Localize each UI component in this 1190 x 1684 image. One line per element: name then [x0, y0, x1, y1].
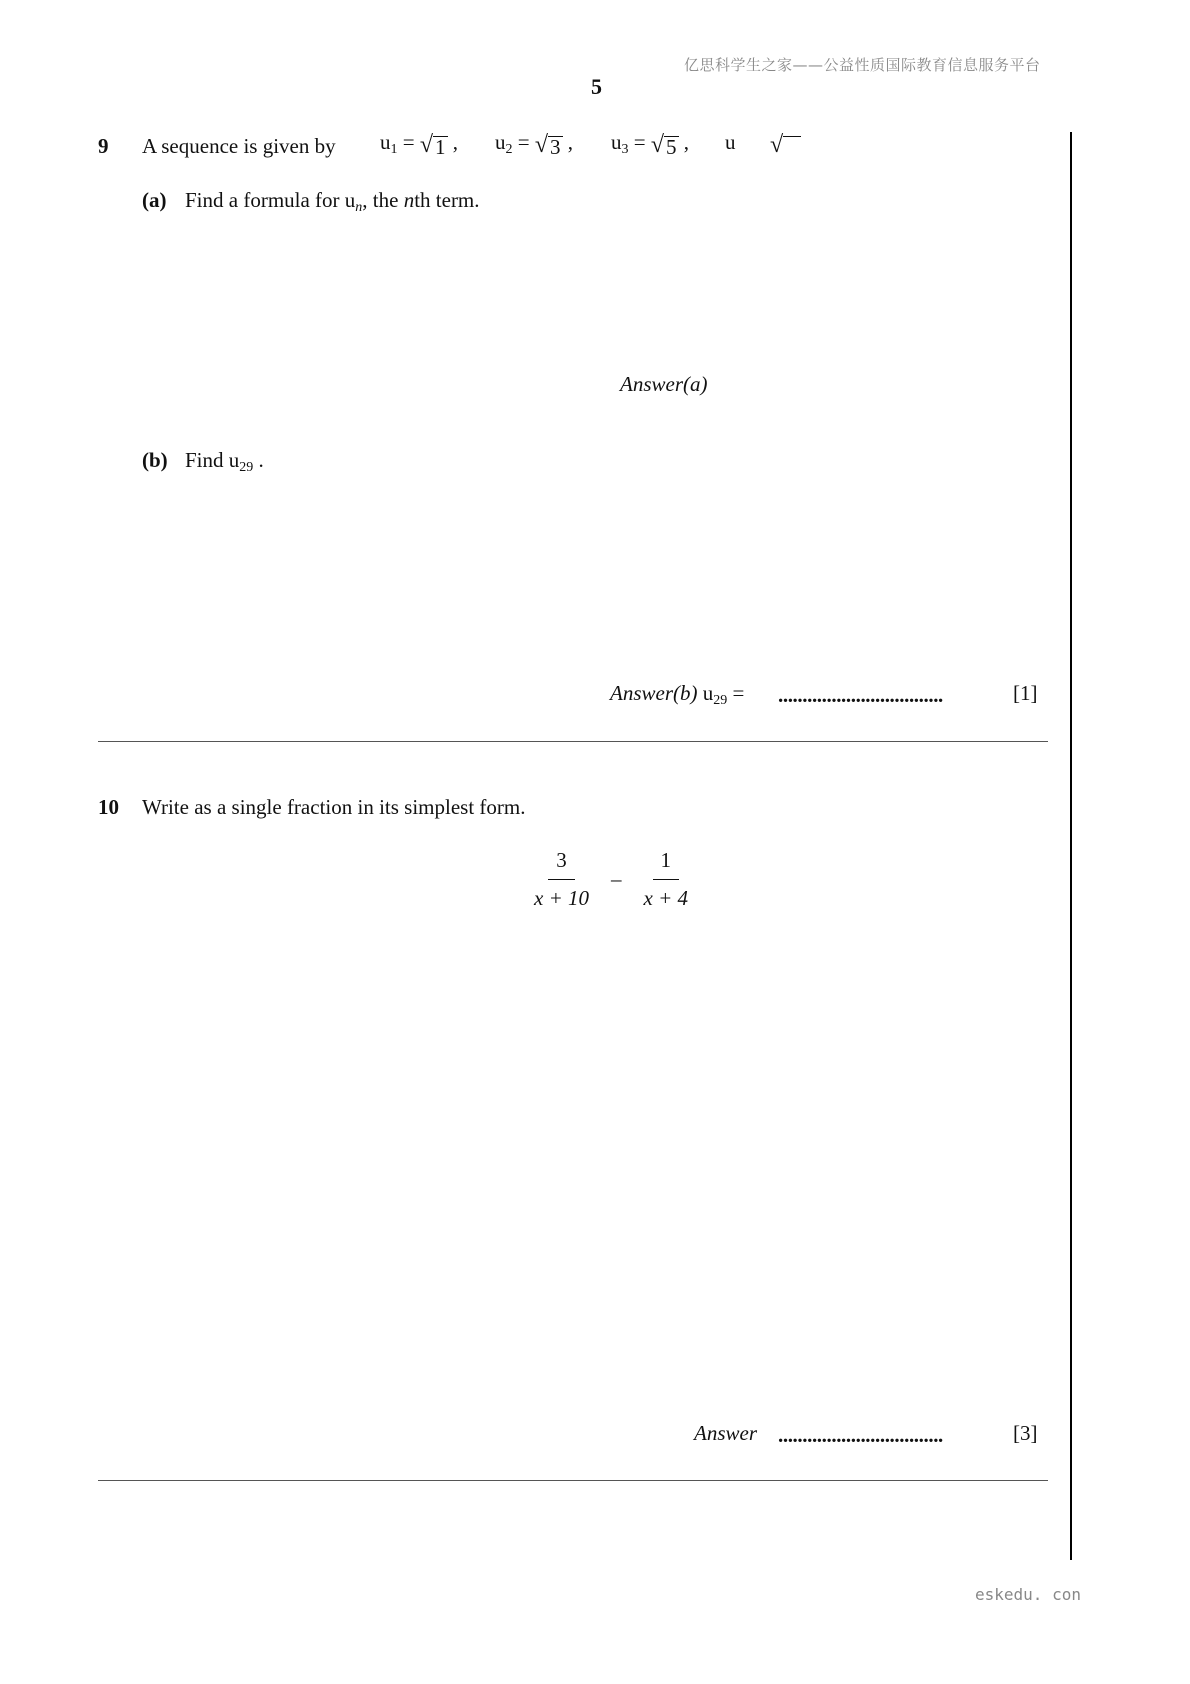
radicand-2: 3	[550, 135, 561, 159]
part-b-text: Find $u_{29}$ .	[185, 448, 264, 475]
part-b-label: (b)	[142, 448, 168, 472]
answer-b-line[interactable]: ..................................	[778, 683, 943, 707]
question-9-intro: A sequence is given by	[142, 134, 336, 158]
sequence-term-2: $u_2$ = √ 3 ,	[495, 130, 574, 159]
page-number: 5	[591, 74, 602, 99]
sequence-term-4-radical: √	[770, 130, 801, 157]
marks-q10: [3]	[1013, 1421, 1038, 1445]
margin-rule	[1070, 132, 1072, 1560]
radicand-3: 5	[666, 135, 677, 159]
answer-10-line[interactable]: ..................................	[778, 1423, 943, 1447]
footer-site: eskedu. con	[975, 1585, 1081, 1604]
divider	[98, 741, 1048, 742]
fraction-2: $\frac{1}{x + 4}$	[643, 848, 688, 910]
divider	[98, 1480, 1048, 1481]
fraction-expression	[530, 848, 692, 911]
sequence-term-1: $u_1$ = √ 1 ,	[380, 130, 459, 159]
answer-10-label: Answer	[694, 1421, 757, 1445]
fraction-1: $\frac{3}{x + 10}$	[534, 848, 589, 910]
part-a-text: Find a formula for $u_n$, the nth term.	[185, 188, 480, 215]
sequence-term-3: $u_3$ = √ 5 ,	[611, 130, 690, 159]
answer-b-label: Answer(b) $u_{29}$ =	[610, 681, 745, 708]
question-10-number: 10	[98, 795, 119, 819]
radicand-1: 1	[435, 135, 446, 159]
question-10-text: Write as a single fraction in its simplest form.	[142, 795, 526, 819]
minus-operator: –	[611, 867, 622, 891]
marks-q9b: [1]	[1013, 681, 1038, 705]
sequence-term-4: u	[725, 130, 736, 154]
watermark-header: 亿思科学生之家——公益性质国际教育信息服务平台	[684, 56, 1041, 74]
question-9-number: 9	[98, 134, 109, 158]
answer-a-label: Answer(a)	[620, 372, 708, 396]
part-a-label: (a)	[142, 188, 167, 212]
